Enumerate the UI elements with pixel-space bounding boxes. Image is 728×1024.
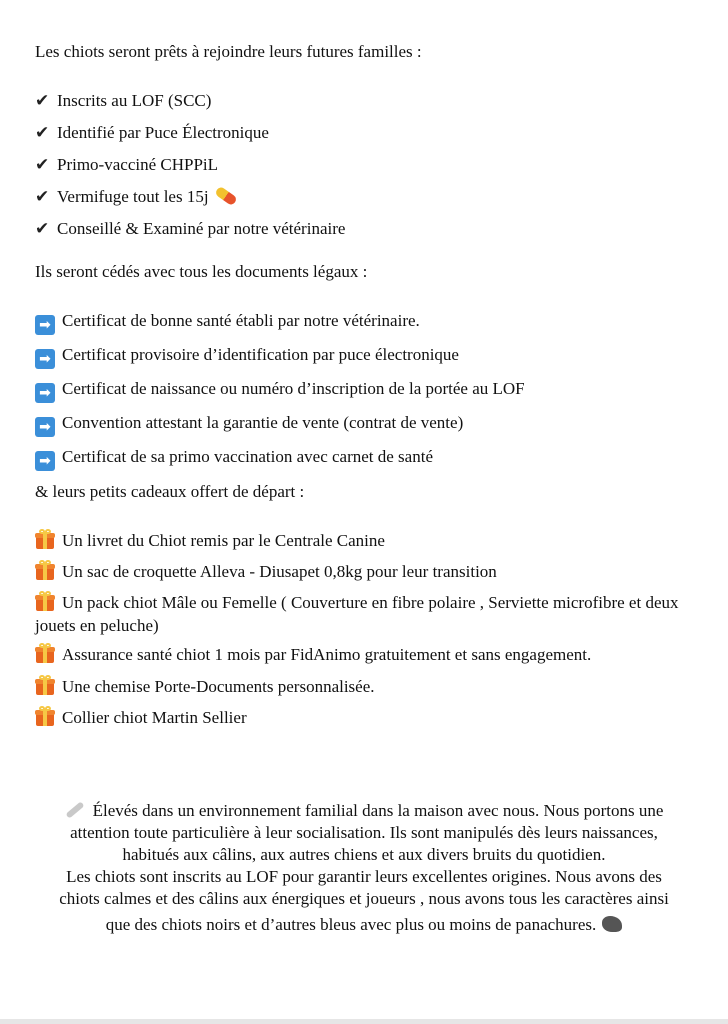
checkmark-icon: ✔: [35, 155, 50, 176]
check-item-label: Inscrits au LOF (SCC): [57, 91, 212, 110]
arrow-right-icon: ➡: [35, 315, 55, 335]
gifts-list: [35, 529, 695, 737]
document-item-label: Certificat de bonne santé établi par notre vétérinaire.: [62, 311, 420, 330]
list-item: [35, 411, 695, 437]
list-item: [35, 560, 695, 583]
closing-line: habitués aux câlins, aux autres chiens et aux divers bruits du quotidien.: [122, 845, 606, 865]
list-item: [35, 121, 695, 145]
document-item-label: Certificat de naissance ou numéro d’inscription de la portée au LOF: [62, 379, 525, 398]
arrow-right-icon: ➡: [35, 349, 55, 369]
list-item: [35, 529, 695, 552]
list-item: [35, 89, 695, 113]
document-item-label: Convention attestant la garantie de vente (contrat de vente): [62, 413, 464, 432]
check-item-label: Conseillé & Examiné par notre vétérinaire: [57, 219, 346, 239]
checkmark-icon: ✔: [35, 219, 50, 240]
list-item: [35, 591, 695, 637]
list-item: [35, 706, 695, 729]
gift-icon: [35, 560, 55, 580]
arrow-right-icon: ➡: [35, 383, 55, 403]
gift-item-label: Collier chiot Martin Sellier: [62, 707, 247, 727]
gift-item-label: Un livret du Chiot remis par le Centrale Canine: [62, 531, 385, 550]
gift-item-label: Un pack chiot Mâle ou Femelle ( Couverture en fibre polaire , Serviette microfibre et deux jouets en peluche): [35, 593, 679, 636]
closing-line: chiots calmes et des câlins aux énergiques et joueurs , nous avons tous les caractères ainsi: [59, 889, 669, 909]
list-item: [35, 445, 695, 471]
intro-text: Les chiots seront prêts à rejoindre leurs futures familles :: [35, 42, 422, 61]
checkmark-icon: ✔: [35, 91, 50, 111]
list-item: [35, 343, 695, 369]
list-item: [35, 153, 695, 177]
list-item: [35, 217, 695, 241]
list-item: [35, 309, 695, 335]
list-item: [35, 185, 695, 209]
check-item-label: Identifié par Puce Électronique: [57, 123, 269, 143]
gift-item-label: Un sac de croquette Alleva - Diusapet 0,8kg pour leur transition: [62, 562, 497, 582]
checkmark-icon: ✔: [35, 123, 50, 144]
closing-text: que des chiots noirs et d’autres bleus avec plus ou moins de panachures.: [105, 915, 597, 935]
list-item: [35, 643, 695, 666]
documents-list: [35, 309, 695, 479]
requirements-list: [35, 89, 695, 250]
documents-intro: Ils seront cédés avec tous les documents légaux :: [35, 262, 368, 281]
document-item-label: Certificat provisoire d’identification par puce électronique: [62, 345, 459, 364]
check-item-label: Vermifuge tout les 15j: [57, 187, 209, 207]
gift-icon: [35, 529, 55, 549]
gift-icon: [35, 675, 55, 695]
closing-line: attention toute particulière à leur socialisation. Ils sont manipulés dès leurs naissances,: [70, 823, 658, 843]
closing-line: [0, 800, 728, 822]
check-item-label: Primo-vacciné CHPPiL: [57, 155, 219, 175]
arrow-right-icon: ➡: [35, 417, 55, 437]
closing-paragraph: [0, 800, 728, 937]
list-item: [35, 377, 695, 403]
bone-icon: [65, 801, 84, 818]
list-item: [35, 675, 695, 698]
closing-line: Les chiots sont inscrits au LOF pour garantir leurs excellentes origines. Nous avons des: [66, 867, 662, 887]
closing-text: Élevés dans un environnement familial dans la maison avec nous. Nous portons une: [92, 801, 664, 820]
closing-line: [0, 914, 728, 936]
dog-icon: [602, 916, 622, 932]
pill-icon: [214, 186, 238, 207]
document-item-label: Certificat de sa primo vaccination avec carnet de santé: [62, 447, 433, 466]
gift-item-label: Assurance santé chiot 1 mois par FidAnimo gratuitement et sans engagement.: [62, 645, 592, 665]
gift-icon: [35, 591, 55, 611]
gift-icon: [35, 643, 55, 663]
arrow-right-icon: ➡: [35, 451, 55, 471]
page-bottom-edge: [0, 1019, 728, 1024]
checkmark-icon: ✔: [35, 187, 50, 208]
gift-icon: [35, 706, 55, 726]
gifts-intro: & leurs petits cadeaux offert de départ :: [35, 482, 305, 501]
gift-item-label: Une chemise Porte-Documents personnalisée.: [62, 676, 375, 696]
